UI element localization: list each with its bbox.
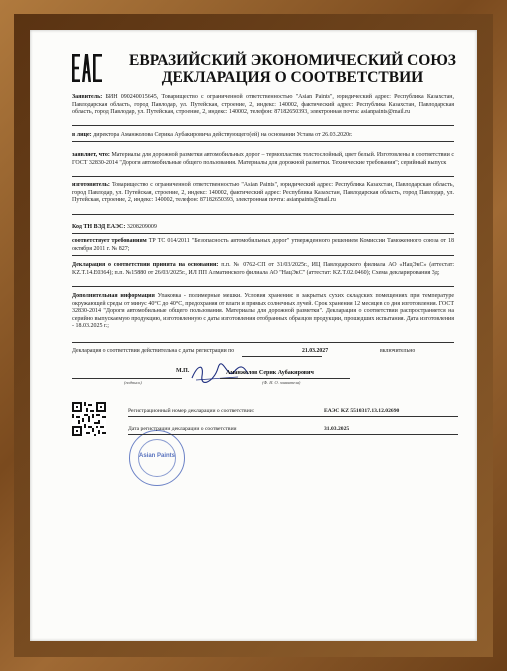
company-stamp [129,430,185,486]
caption-name: (Ф. И. О. заявителя) [262,380,301,385]
basis-text: п.п. № 0762-СП от 31/03/2025г., ИЦ Павлодарского филиала АО «НацЭкС» (аттестат: KZ.T.14.E0364); п.п. №15880 от 26/03/2025г., ИЛ ПП Алматинского филиала АО "НацЭкС" (аттестат: KZ.T.02.0460); Схема декларирования 3д; [72,262,454,276]
validity-date: 21.03.2027 [302,348,329,354]
divider [72,125,454,126]
manufacturer-text: Товарищество с ограниченной ответственностью "Asian Paints", юридический адрес: Республика Казахстан, Павлодарская область, город Павлодар, ул. Путейская, строение, 2, индекс: 140002, фактический адрес: Республика Казахстан, Павлодарская область, город Павлодар, ул. Путейская, строение, 2, индекс: 140002, телефон: 87182650393, электронная почта: asianpaints@mail.ru [72,182,455,204]
manufacturer-label: изготовитель: [72,182,110,188]
signer-name: Аманжолов Серик Аубакирович [226,370,314,376]
divider [72,255,454,256]
stamp-place-label: М.П. [176,368,190,374]
divider [128,416,458,417]
qr-code-graphic [72,402,106,436]
divider [128,434,458,435]
validity-suffix: включительно [380,348,416,354]
divider [72,286,454,287]
registration-number-label: Регистрационный номер декларации о соответствии: [128,408,255,414]
registration-number-value: ЕАЭС KZ 5510317.13.12.02690 [324,408,400,414]
page-title [120,52,465,86]
declares-label: заявляет, что: [72,152,110,158]
title-line-2: ДЕКЛАРАЦИЯ О СООТВЕТСТВИИ [161,69,424,86]
basis-label: Декларация о соответствии принята на основании: [72,262,219,268]
hs-code-section [72,224,454,232]
applicant-section [72,94,454,117]
represented-label: в лице: [72,132,92,138]
compliance-text: ТР ТС 014/2011 "Безопасность автомобильных дорог" утвержденного решением Комиссии Таможенного союза от 18 октября 2011 г. № 827; [72,238,454,252]
date-underline [242,356,322,357]
additional-info-label: Дополнительная информация [72,293,155,299]
stamp-company: Asian Paints [138,453,175,459]
registration-date-value: 31.03.2025 [324,426,350,432]
additional-info-section [72,293,454,331]
divider [72,233,454,234]
represented-section [72,132,454,140]
manufacturer-section [72,182,454,205]
validity-prefix: Декларация о соответствии действительна с даты регистрации по [72,348,235,354]
registration-date-row [128,426,458,432]
signature-underline [72,378,182,379]
basis-section [72,262,454,277]
registration-number-row [128,408,458,414]
applicant-label: Заявитель: [72,94,103,100]
name-underline [220,378,350,379]
hs-code-label: Код ТН ВЭД ЕАЭС: [72,224,126,230]
hs-code-value: 3208209009 [126,224,157,230]
compliance-section [72,238,454,253]
validity-row [72,348,454,354]
divider [72,214,454,215]
divider [72,342,454,343]
additional-info-text: Упаковка - полимерные мешки. Условия хранения: в закрытых сухих складских помещениях при температуре окружающей среды от минус 40°С до 40°С, предохраняя от влаги и прямых солнечных лучей. Срок хранения 12 месяцев со дня изготовления. ГОСТ 32830-2014 "Дороги автомобильные общего пользования. Материалы для дорожной разметки". Декларация о соответствии распространяется на серийно выпускаемую продукцию, изготовленную с даты изготовления отобранных образцов продукции, прошедших испытания. Дата изготовления - 18.03.2025 г.; [72,293,455,330]
divider [72,176,454,177]
divider [72,141,454,142]
applicant-text: БИН 090240015645, Товарищество с ограниченной ответственностью "Asian Paints", юридический адрес: Республика Казахстан, Павлодарская область, город Павлодар, ул. Путейская, строение, 2, индекс: 140002, фактический адрес: Республика Казахстан, Павлодарская область, город Павлодар, ул. Путейская, строение, 2, индекс: 140002, телефон: 87182650393, электронная почта: asianpaints@mail.ru [72,94,455,116]
compliance-label: соответствует требованиям [72,238,147,244]
represented-text: директора Аманжолова Серика Аубакировича действующего(ей) на основании Устава от 26.03.2020г. [93,132,353,138]
declares-text: Материалы для дорожной разметки автомобильных дорог – термопластик толстослойный, цвет белый. Изготовлены в соответствии с ГОСТ 32830-2014 "Дороги автомобильные общего пользования. Материалы для дорожной разметки. Технические требования"; серийный выпуск [72,152,454,166]
caption-signature: (подпись) [124,380,142,385]
title-line-1: ЕВРАЗИЙСКИЙ ЭКОНОМИЧЕСКИЙ СОЮЗ [129,52,456,69]
declares-section [72,152,454,167]
eac-mark-icon [72,52,102,84]
registration-date-label: Дата регистрации декларации о соответствии [128,426,237,432]
declaration-document [30,30,477,641]
qr-code-icon[interactable] [72,402,106,436]
eac-logo-graphic [72,52,102,84]
